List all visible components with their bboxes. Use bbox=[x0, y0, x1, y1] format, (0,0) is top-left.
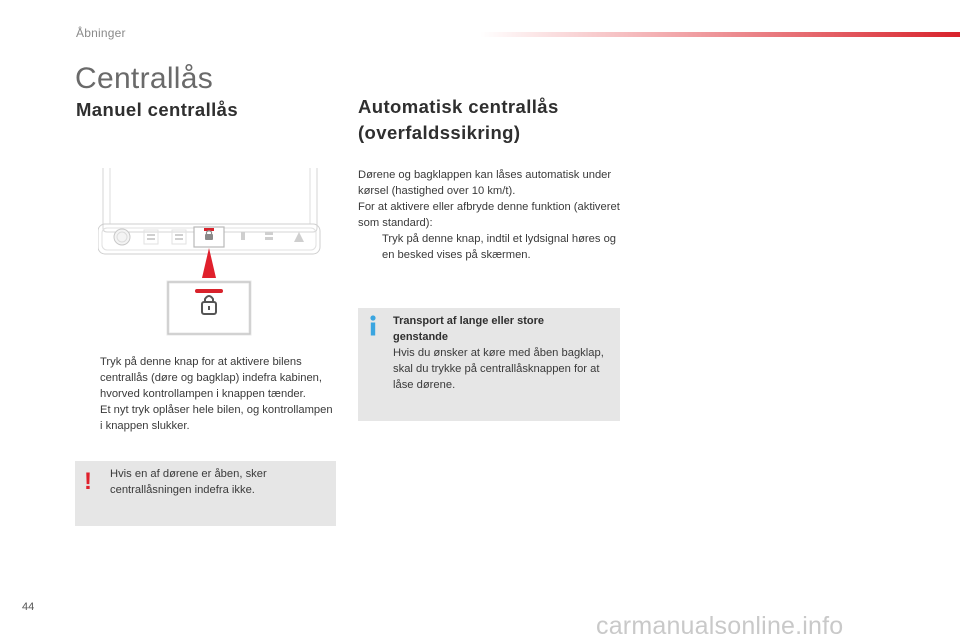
list-item: Tryk på denne knap for at aktivere bilens centrallås (døre og bagklap) indefra kabinen, hvorved kontrollampen i knappen tænder. bbox=[100, 356, 323, 400]
warning-icon: ! bbox=[84, 468, 92, 495]
info-icon bbox=[366, 312, 380, 340]
info-text: Hvis du ønsker at køre med åben bagklap, skal du trykke på centrallåsknappen for at låse dørene. bbox=[393, 347, 604, 391]
manual-bullet-list bbox=[76, 354, 338, 434]
automatic-description bbox=[358, 167, 628, 263]
page-number: 44 bbox=[22, 601, 35, 613]
automatic-heading: Automatisk centrallås (overfaldssikring) bbox=[358, 96, 559, 143]
manual-heading: Manuel centrallås bbox=[76, 99, 239, 120]
list-item: Et nyt tryk oplåser hele bilen, og kontrollampen i knappen slukker. bbox=[100, 404, 333, 432]
volume-knob bbox=[114, 229, 130, 245]
paragraph-line: Dørene og bagklappen kan låses automatisk under kørsel (hastighed over 10 km/t). bbox=[358, 169, 612, 197]
header-accent-rule bbox=[480, 32, 960, 37]
watermark: carmanualsonline.info bbox=[596, 612, 844, 640]
pointer-arrow bbox=[202, 248, 216, 278]
section-label: Åbninger bbox=[76, 26, 126, 40]
info-title: Transport af lange eller store genstande bbox=[393, 315, 544, 343]
paragraph-line: For at aktivere eller afbryde denne funktion (aktiveret som standard): bbox=[358, 201, 620, 229]
list-item: Tryk på denne knap, indtil et lydsignal høres og en besked vises på skærmen. bbox=[382, 233, 617, 261]
page-title: Centrallås bbox=[75, 62, 214, 95]
warning-text: Hvis en af dørene er åben, sker centrallåsningen indefra ikke. bbox=[110, 468, 267, 496]
dashboard-illustration bbox=[98, 168, 328, 338]
